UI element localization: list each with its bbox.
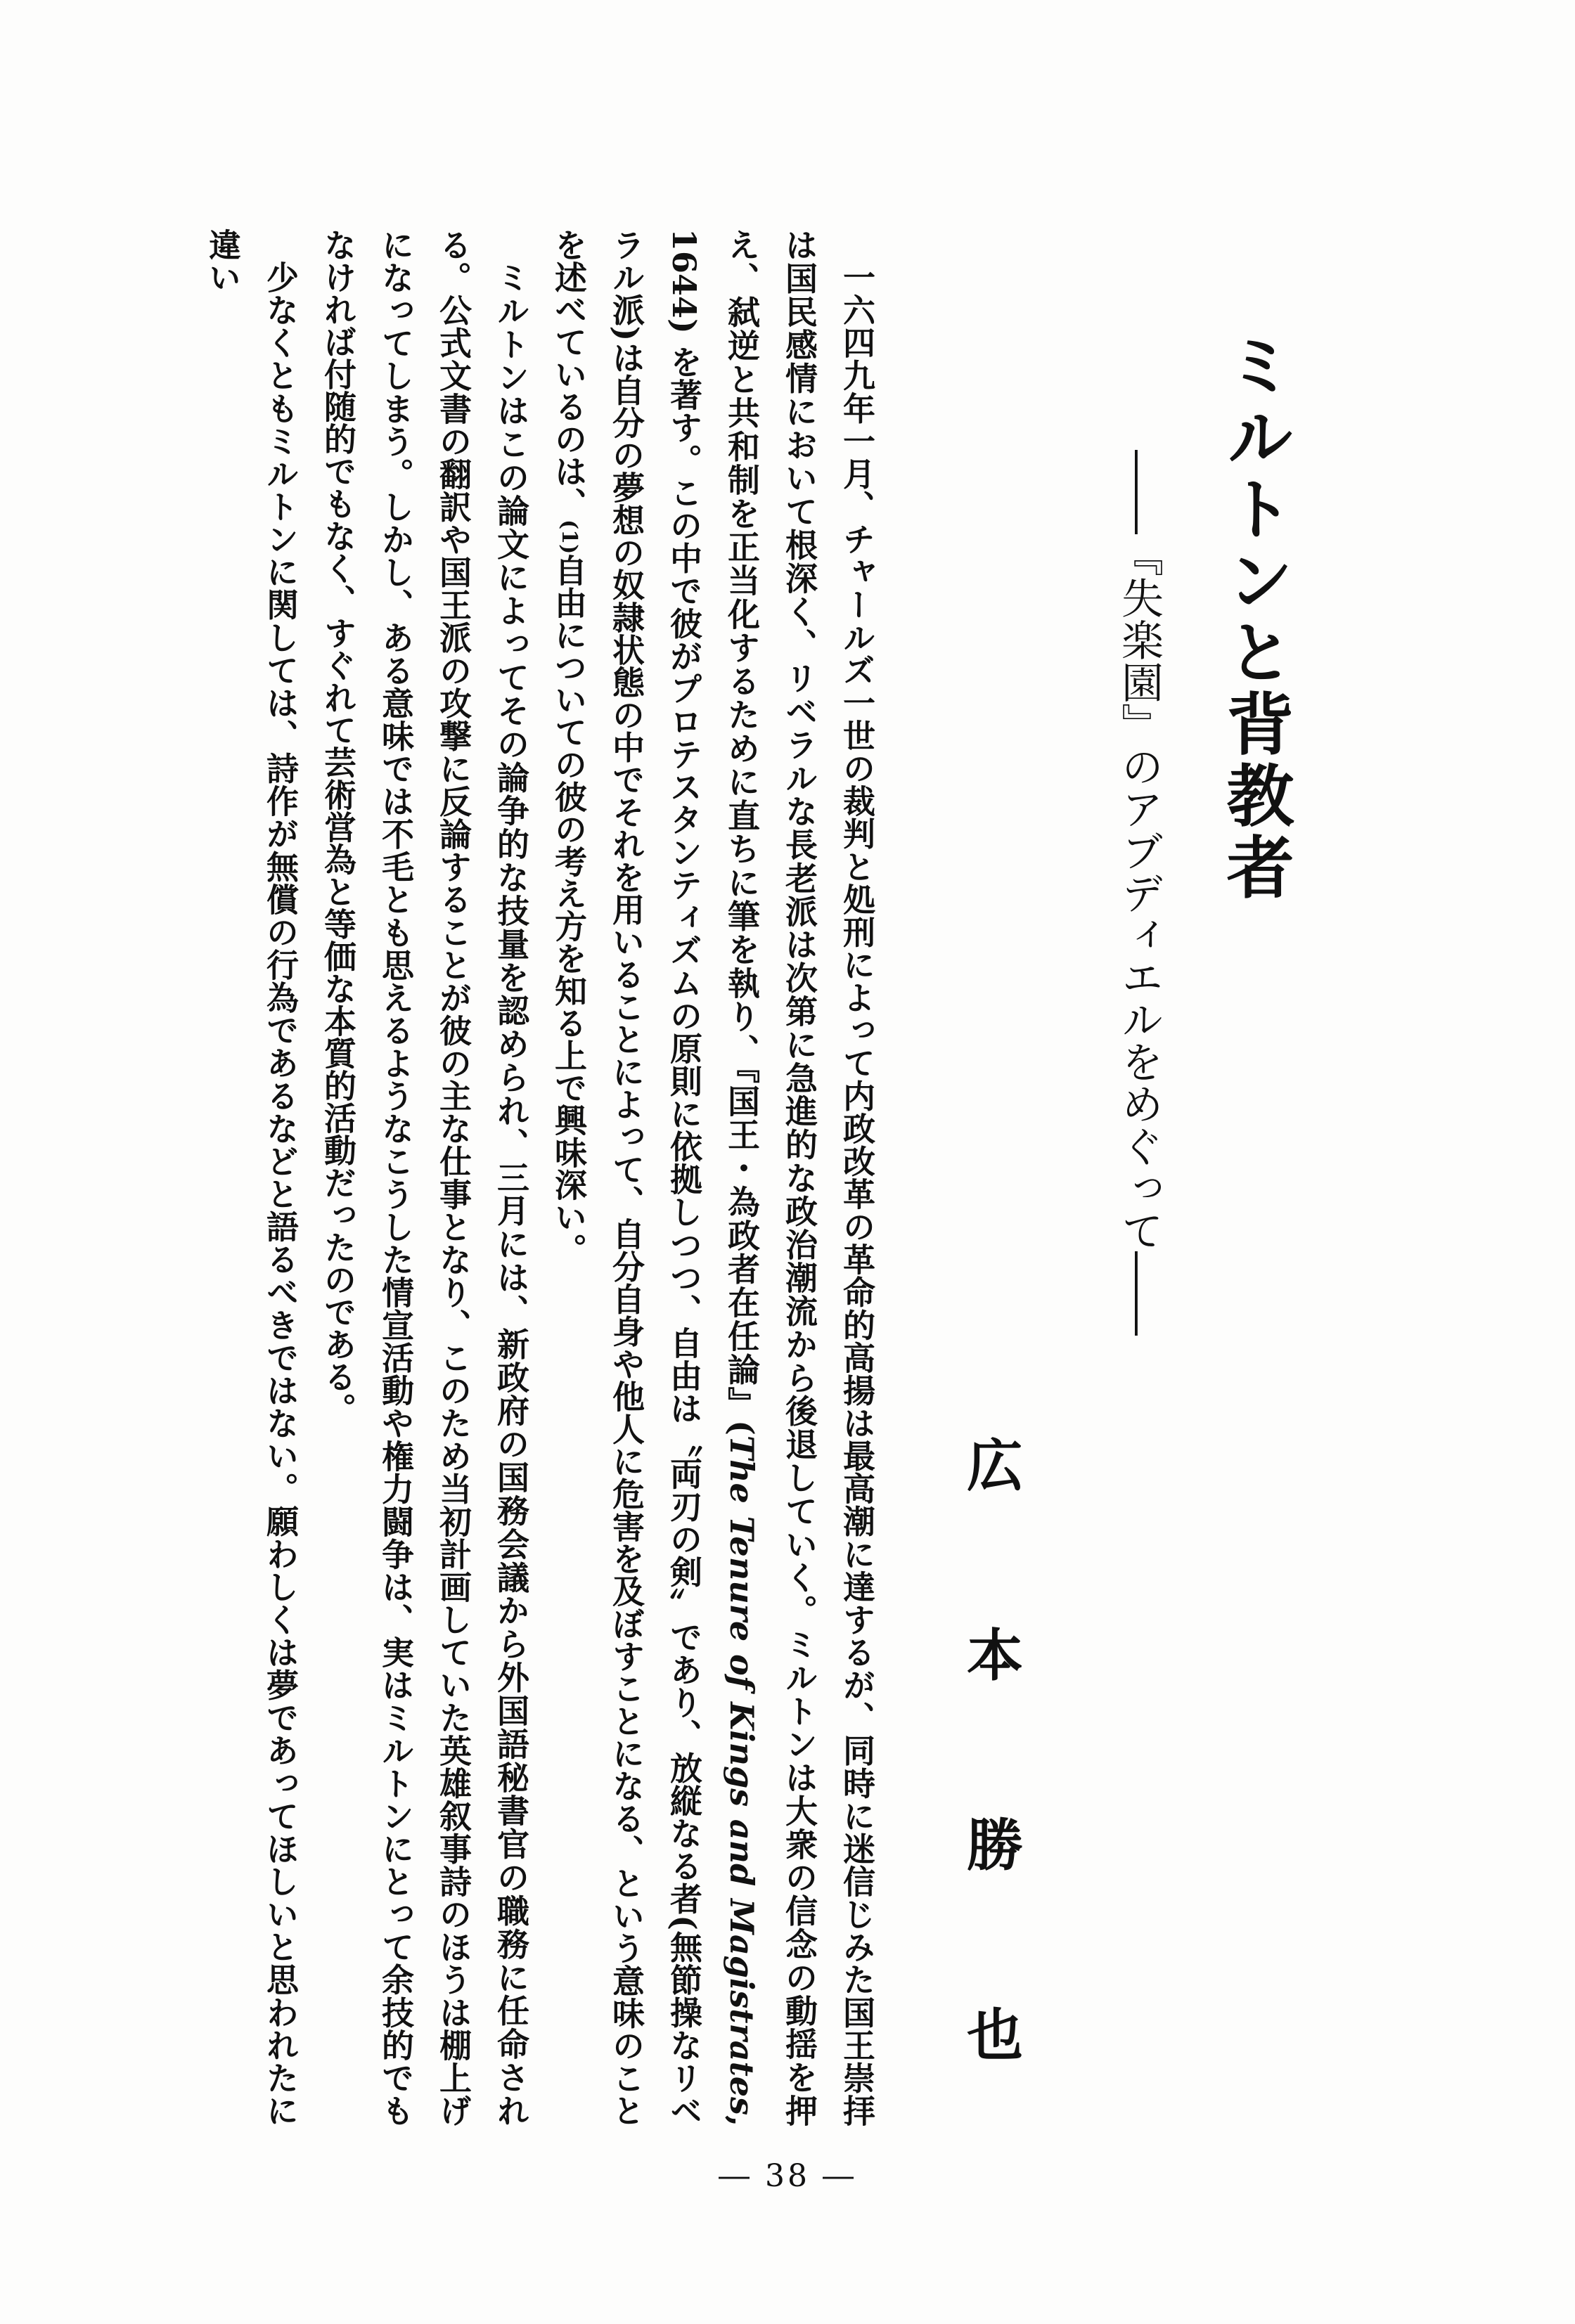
author-char: 広 [967, 1433, 1023, 1499]
paragraph-1-part-b: , 1644) を著す。この中で彼がプロテスタンティズムの原則に依拠しつつ、自由は〝両刃の剣〟であり、放縦なる者(無節操なリベラル派)は自分の夢想の奴隷状態の中でそれを用いることによって、自分自身や他人に危害を及ぼすことになる、という意味のことを述べているのは、 [550, 228, 761, 2127]
article-subtitle: ――『失楽園』のアブディエルをめぐって―― [1114, 450, 1164, 1336]
author-name [956, 1434, 1034, 2067]
author-char: 本 [967, 1622, 1023, 1689]
body-text [204, 228, 886, 2127]
author-char: 也 [967, 2002, 1023, 2068]
paragraph-1 [540, 228, 886, 2126]
paragraph-1-part-a: 一六四九年一月、チャールズ一世の裁判と処刑によって内政改革の革命的高揚は最高潮に達するが、同時に迷信じみた国王崇拝は国民感情において根深く、リベラルな長老派は次第に急進的な政治潮流から後退していく。ミルトンは大衆の信念の動揺を押え、弑逆と共和制を正当化するために直ちに筆を執り、『国王・為政者在任論』( [723, 228, 876, 2126]
footnote-ref: (1) [557, 519, 581, 555]
latin-title: The Tenure of Kings and Magistrates [723, 1435, 761, 2115]
paragraph-3: 少なくともミルトンに関しては、詩作が無償の行為であるなどと語るべきではない。願わしくは夢であってほしいと思われたに違い [204, 228, 300, 2127]
article-title: ミルトンと背教者 [1216, 330, 1295, 904]
page-number: ― 38 ― [719, 2158, 856, 2194]
author-char: 勝 [967, 1812, 1023, 1878]
paragraph-1-part-c: 自由についての彼の考え方を知る上で興味深い。 [550, 554, 588, 1266]
paragraph-2: ミルトンはこの論文によってその論争的な技量を認められ、三月には、新政府の国務会議から外国語秘書官の職務に任命される。公式文書の翻訳や国王派の攻撃に反論することが彼の主な仕事となり、このため当初計画していた英雄叙事詩のほうは棚上げになってしまう。しかし、ある意味では不毛とも思えるようなこうした情宣活動や権力闘争は、実はミルトンにとって余技的でもなければ付随的でもなく、すぐれて芸術営為と等価な本質的活動だったのである。 [319, 228, 530, 2127]
